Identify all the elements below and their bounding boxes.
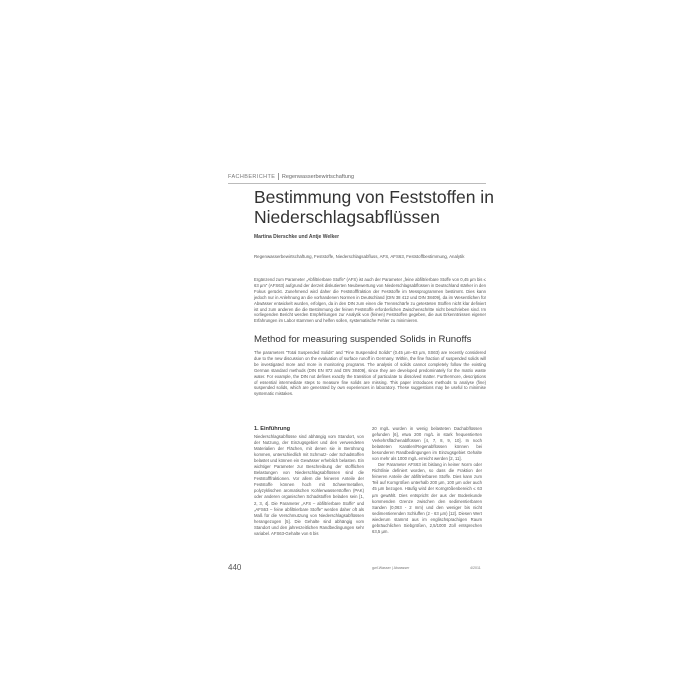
- article-title: Bestimmung von Feststoffen in Niederschlagsabflüssen: [254, 187, 494, 227]
- body-column-left: [254, 426, 364, 537]
- running-header: [228, 172, 528, 182]
- section-heading: 1. Einführung: [254, 426, 291, 432]
- english-title: Method for measuring suspended Solids in Runoffs: [254, 334, 472, 345]
- page-number: 440: [228, 563, 242, 572]
- abstract-german: Ergänzend zum Parameter „Abfiltrierbare Stoffe“ (AFS) ist auch der Parameter „feine abfiltrierbare Stoffe von 0,45 µm bis ≤ 63 µm“ (AFS63) aufgrund der derzeit diskutierten Neubewertung von Niederschlagsabflüssen in Deutschland stärker in den Fokus gerückt. Zunehmend wird daher die Feststofffraktion der Feststoffe im Messprogrammen bestimmt. Dies kann jedoch nur in Anlehnung an die vorhandenen Normen in Deutschland (DIN 38 412 und DIN 38409), da im Wesentlichen für Abwässer entwickelt wurden, erfolgen, da in den DIN zum einen die Trennschärfe zu getesteten Stoffen nicht klar definiert ist und zum anderen die die Bestimmung der feinen Feststoffe erforderlichen Zwischenschritte nicht beschrieben sind. Im vorliegenden Bericht werden Empfehlungen zur Analytik von (feinen) Feststoffen gegeben, die aus Erkenntnissen eigener Erfahrungen im Labor stammen und helfen sollen, systematische Fehler zu minimieren.: [254, 277, 486, 324]
- body-paragraph: Niederschlagsabflüsse sind abhängig vom Standort, von der Nutzung, der Einzugsgebiet und den verwendeten Materialien der Flächen, mit denen sie in Berührung kommen, unterschiedlich mit Schmutz- oder Schadstoffen belastet und können ein Gewässer erheblich belasten. Ein wichtiger Parameter zur Beschreibung der stofflichen Belastungen von Niederschlagsabflüssen sind die Feststofffraktionen. Vor allem die feineren Anteile der Feststoffe können hoch mit Schwermetallen, polyzyklischen aromatischen Kohlenwasserstoffen (PAK) oder anderen organischen Schadstoffen beladen sein [1, 2, 3, 4]. Die Parameter „AFS – abfiltrierbare Stoffe“ und „AFS63 – feine abfiltrierbare Stoffe“ werden daher oft als Maß für die Verschmutzung von Niederschlagsabflüssen herangezogen [5]. Die Gehalte sind abhängig vom Standort und den jahreszeitlichen Randbedingungen sehr variabel. AFS63-Gehalte von 6 bis: [254, 434, 364, 536]
- header-separator: [278, 173, 279, 180]
- body-paragraph: Der Parameter AFS63 ist bislang in keiner Norm oder Richtlinie definiert worden, so dass die Fraktion der feineren Anteile der abfiltrierbaren Stoffe. Dies kann zum Teil auf Korngrößen unterhalb 200 µm, 100 µm oder auch 45 µm bezogen. Häufig wird der Korngrößenbereich ≤ 63 µm gewählt. Dies entspricht der aus der Bodenkunde kommenden Grenze zwischen den sedimentierbaren Sanden (0,063 - 2 mm) und den weniger bis nicht sedimentierenden Schluffen (2 - 63 µm) [12]. Diesen Wert wiederum stammt aus im englischsprachigen Raum gebräuchlichen Siebgrößen, 2,5/1000 Zoll entsprechen 63,5 µm.: [372, 462, 482, 534]
- journal-name: gwf-Wasser | Abwasser: [372, 566, 410, 570]
- header-section: Regenwasserbewirtschaftung: [281, 174, 355, 180]
- body-paragraph: 20 mg/L wurden in wenig belasteten Dachabflüssen gefunden [6], etwa 200 mg/L in stark frequentierten Verkehrsflächenabflüssen [4, 7, 8, 9, 10]. In noch belasteten Kanälen/Regenabflüssen können bei besonderen Randbedingungen im Einzugsgebiet Gehalte von mehr als 1000 mg/L erreicht werden [2, 11].: [372, 426, 482, 462]
- abstract-english: The parameters "Total Suspended Solids" and "Fine Suspended Solids" (0.45 µm–63 µm, SS63) are recently considered due to the new discussion on the evaluation of surface runoff in Germany. Within, the fine fraction of suspended solids will be investigated more and more in monitoring programs. The analysis of solids cannot completely follow the existing German standard methods (DIN EN 872 and DIN 38409), since they are developed predominately for the matrix waste water. For example, the DIN not defines exactly the transition of particulate to dissolved matter. Furthermore, descriptions of essential intermediate steps to measure fine solids are missing. This paper introduces methods to analyse (fine) suspended solids, which are generated by own experiences in laboratory. These suggestions may be useful to minimise systematic mistakes.: [254, 350, 486, 397]
- article-keywords: Regenwasserbewirtschaftung, Feststoffe, Niederschlagsabfluss, AFS, AFS63, Feststoffbestimmung, Analytik: [254, 254, 465, 259]
- header-rule: [228, 183, 486, 184]
- article-authors: Martina Dierschke und Antje Welker: [254, 234, 340, 240]
- header-rubric: FACHBERICHTE: [228, 174, 276, 180]
- body-column-right: [372, 426, 482, 535]
- journal-footer: [372, 566, 492, 570]
- journal-issue: 4/2011: [470, 566, 481, 570]
